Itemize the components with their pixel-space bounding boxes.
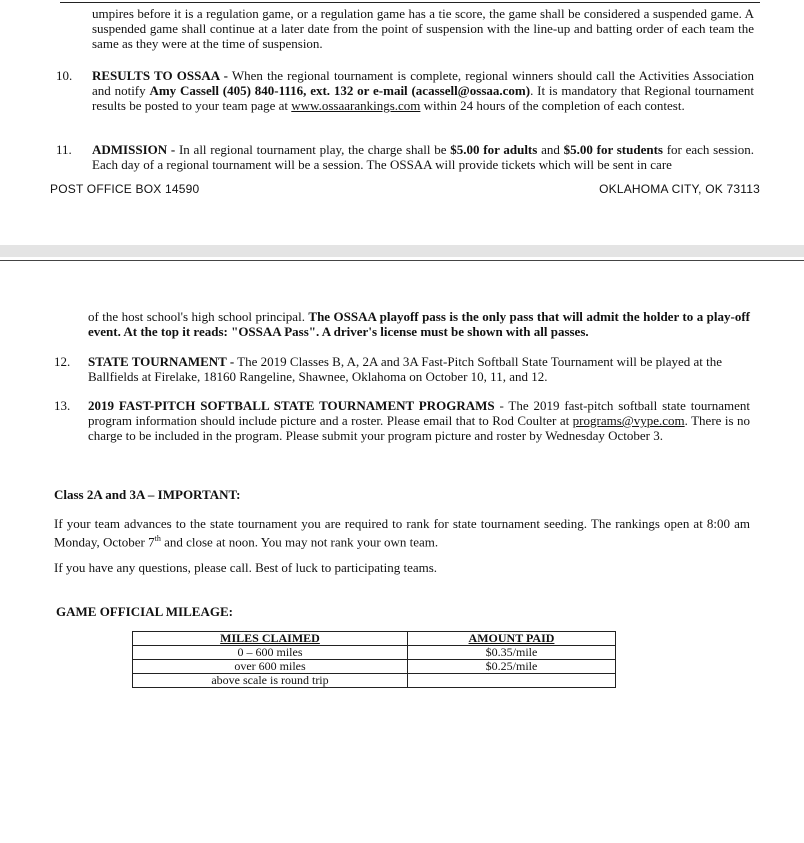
table-row — [133, 674, 616, 688]
table-row — [133, 660, 616, 674]
item-number: 10. — [56, 68, 73, 83]
playoff-pass-notice: The OSSAA playoff pass is the only pass that will admit the holder to a play-off event. At the top it reads: "OSSAA Pass". A driver's license must be shown with all passes. — [88, 309, 750, 339]
mileage-table — [132, 631, 616, 688]
item-admission-continued: of the host school's high school principal. The OSSAA playoff pass is the only pass that will admit the holder to a play-off event. At the top it reads: "OSSAA Pass". A driver's license must be shown with all passes. — [88, 309, 750, 339]
item-title: 2019 FAST-PITCH SOFTBALL STATE TOURNAMENT PROGRAMS — [88, 398, 495, 413]
adult-price: $5.00 for adults — [450, 142, 538, 157]
table-cell: 0 – 600 miles — [133, 646, 408, 660]
header-rule — [0, 260, 804, 261]
programs-email-link[interactable]: programs@vype.com — [572, 413, 685, 428]
column-header-miles: MILES CLAIMED — [133, 632, 408, 646]
questions-paragraph: If you have any questions, please call. Best of luck to participating teams. — [54, 560, 438, 575]
page-gap — [0, 245, 804, 257]
table-header-row — [133, 632, 616, 646]
table-row — [133, 646, 616, 660]
table-cell: $0.35/mile — [408, 646, 616, 660]
item-title: ADMISSION - — [92, 142, 176, 157]
item-results-to-ossaa: RESULTS TO OSSAA - When the regional tournament is complete, regional winners should call the Activities Association and notify Amy Cassell (405) 840-1116, ext. 132 or e-mail (acassell@ossaa.com). It is mandatory that Regional tournament results be posted to your team page at www.ossaarankings.com within 24 hours of the completion of each contest. — [92, 68, 755, 113]
top-rule — [60, 2, 760, 3]
document-page-top — [0, 0, 804, 245]
student-price: $5.00 for students — [563, 142, 663, 157]
footer-address: POST OFFICE BOX 14590 — [50, 182, 200, 196]
item-admission: ADMISSION - In all regional tournament play, the charge shall be $5.00 for adults and $5.00 for students for each session. Each day of a regional tournament will be a session. The OSSAA will provide tickets which will be sent in care — [92, 142, 754, 172]
item-number: 11. — [56, 142, 72, 157]
item-number: 13. — [54, 398, 71, 413]
table-cell — [408, 674, 616, 688]
table-cell: over 600 miles — [133, 660, 408, 674]
item-number: 12. — [54, 354, 71, 369]
document-page-bottom — [0, 257, 804, 843]
column-header-amount: AMOUNT PAID — [408, 632, 616, 646]
item-title: STATE TOURNAMENT - — [88, 354, 235, 369]
contact-info: Amy Cassell (405) 840-1116, ext. 132 or e-mail (acassell@ossaa.com) — [149, 83, 531, 98]
ranking-paragraph: If your team advances to the state tournament you are required to rank for state tournament seeding. The rankings open at 8:00 am Monday, October 7th and close at noon. You may not rank your own team. — [54, 516, 750, 550]
class-2a-3a-heading: Class 2A and 3A – IMPORTANT: — [54, 487, 241, 502]
table-cell: above scale is round trip — [133, 674, 408, 688]
paragraph-text: umpires before it is a regulation game, or a regulation game has a tie score, the game shall be considered a suspended game. A suspended game shall continue at a later date from the point of suspension with the line-up and batting order of each team the same as they were at the time of suspension. — [92, 6, 754, 51]
mileage-heading: GAME OFFICIAL MILEAGE: — [56, 604, 233, 619]
table-cell: $0.25/mile — [408, 660, 616, 674]
item-state-tournament: STATE TOURNAMENT - The 2019 Classes B, A, 2A and 3A Fast-Pitch Softball State Tournament will be played at the Ballfields at Firelake, 18160 Rangeline, Shawnee, Oklahoma on October 10, 11, and 12. — [88, 354, 723, 384]
item-title: RESULTS TO OSSAA - — [92, 68, 228, 83]
rankings-link[interactable]: www.ossaarankings.com — [291, 98, 421, 113]
footer-city: OKLAHOMA CITY, OK 73113 — [599, 182, 760, 196]
item-programs: 2019 FAST-PITCH SOFTBALL STATE TOURNAMENT PROGRAMS - The 2019 fast-pitch softball state tournament program information should include picture and a roster. Please email that to Rod Coulter at programs@vype.com. There is no charge to be included in the program. Please submit your program picture and roster by Wednesday October 3. — [88, 398, 750, 443]
paragraph-suspended-game — [92, 6, 754, 51]
